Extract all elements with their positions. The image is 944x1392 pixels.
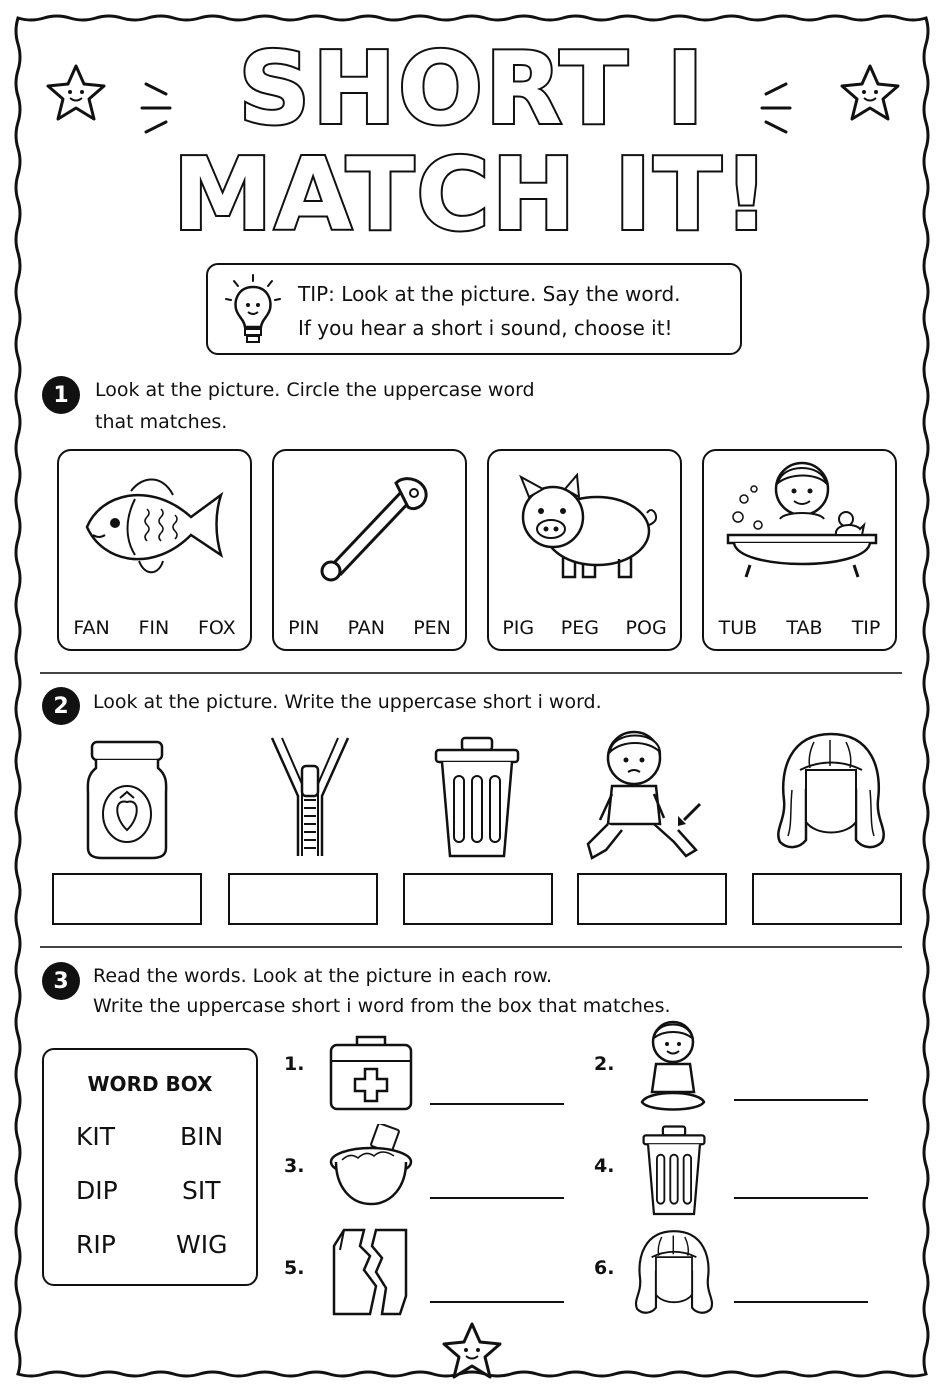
- wig-icon: [770, 730, 892, 854]
- word-choice[interactable]: FAN: [73, 617, 110, 639]
- sitting-child-icon: [638, 1018, 708, 1114]
- word-choice[interactable]: POG: [625, 617, 667, 639]
- answer-box[interactable]: [403, 873, 553, 925]
- answer-box[interactable]: [752, 873, 902, 925]
- zipper-icon: [268, 736, 352, 860]
- bathtub-icon: [724, 459, 880, 585]
- step-3-number: 3: [42, 962, 80, 1000]
- star-icon: [838, 62, 902, 124]
- picture-card-fish: [57, 449, 252, 651]
- section-3-instruction-line-1: Read the words. Look at the picture in each row.: [93, 965, 553, 987]
- item-label: 4.: [594, 1155, 615, 1177]
- word-choice[interactable]: PEG: [560, 617, 599, 639]
- answer-line[interactable]: [430, 1197, 564, 1199]
- star-icon: [44, 62, 108, 124]
- word-choice[interactable]: PEN: [413, 617, 451, 639]
- answer-line[interactable]: [734, 1099, 868, 1101]
- word-box-word: BIN: [180, 1122, 224, 1151]
- word-box-title: WORD BOX: [87, 1072, 213, 1096]
- step-1-number: 1: [42, 376, 80, 414]
- word-choice[interactable]: FOX: [197, 617, 236, 639]
- section-2-instruction: Look at the picture. Write the uppercase short i word.: [93, 691, 602, 713]
- tip-line-2: If you hear a short i sound, choose it!: [298, 316, 673, 340]
- title-line-2: MATCH IT!: [172, 136, 772, 253]
- word-choices: [59, 617, 250, 639]
- word-choices: [489, 617, 680, 639]
- picture-card-pig: [487, 449, 682, 651]
- trash-bin-icon: [432, 736, 522, 860]
- word-choice[interactable]: TIP: [851, 617, 881, 639]
- spark-lines-icon: [754, 78, 794, 138]
- word-box-word: KIT: [76, 1122, 116, 1151]
- wig-icon: [630, 1228, 718, 1318]
- word-choice[interactable]: PIG: [502, 617, 535, 639]
- section-divider: [40, 672, 902, 674]
- ripped-paper-icon: [330, 1226, 410, 1318]
- word-choices: [274, 617, 465, 639]
- section-1-instruction-line-1: Look at the picture. Circle the uppercase word: [95, 379, 535, 401]
- item-label: 2.: [594, 1053, 615, 1075]
- title-line-1: SHORT I: [238, 30, 706, 147]
- section-divider: [40, 946, 902, 948]
- spark-lines-icon: [138, 78, 178, 138]
- word-choice[interactable]: PIN: [288, 617, 320, 639]
- item-label: 5.: [284, 1257, 305, 1279]
- item-label: 6.: [594, 1257, 615, 1279]
- section-1-instruction-line-2: that matches.: [95, 411, 228, 433]
- answer-box[interactable]: [228, 873, 378, 925]
- picture-card-safety-pin: [272, 449, 467, 651]
- answer-line[interactable]: [734, 1301, 868, 1303]
- tip-box: [206, 263, 742, 355]
- hurt-knee-child-icon: [582, 724, 706, 862]
- word-box-word: RIP: [76, 1230, 116, 1259]
- fish-icon: [81, 469, 231, 584]
- jam-jar-icon: [84, 738, 170, 860]
- word-box-word: DIP: [76, 1176, 118, 1205]
- tip-line-1: TIP: Look at the picture. Say the word.: [298, 282, 681, 306]
- word-choice[interactable]: TUB: [718, 617, 758, 639]
- answer-line[interactable]: [430, 1103, 564, 1105]
- answer-line[interactable]: [734, 1197, 868, 1199]
- word-choices: [704, 617, 895, 639]
- safety-pin-icon: [314, 471, 434, 586]
- item-label: 1.: [284, 1053, 305, 1075]
- answer-box[interactable]: [52, 873, 202, 925]
- step-2-number: 2: [42, 687, 80, 725]
- word-choice[interactable]: PAN: [347, 617, 386, 639]
- item-label: 3.: [284, 1155, 305, 1177]
- word-box: [42, 1048, 258, 1286]
- word-box-word: WIG: [176, 1230, 228, 1259]
- section-3-instruction-line-2: Write the uppercase short i word from the box that matches.: [93, 995, 671, 1017]
- dip-bowl-icon: [326, 1124, 416, 1212]
- answer-box[interactable]: [577, 873, 727, 925]
- word-box-word: SIT: [182, 1176, 221, 1205]
- word-choice[interactable]: TAB: [786, 617, 823, 639]
- first-aid-kit-icon: [327, 1031, 415, 1113]
- lightbulb-icon: [222, 273, 284, 349]
- trash-bin-icon: [640, 1125, 708, 1217]
- picture-card-bathtub: [702, 449, 897, 651]
- word-choice[interactable]: FIN: [138, 617, 170, 639]
- star-icon: [440, 1320, 504, 1382]
- answer-line[interactable]: [430, 1301, 564, 1303]
- pig-icon: [513, 471, 663, 583]
